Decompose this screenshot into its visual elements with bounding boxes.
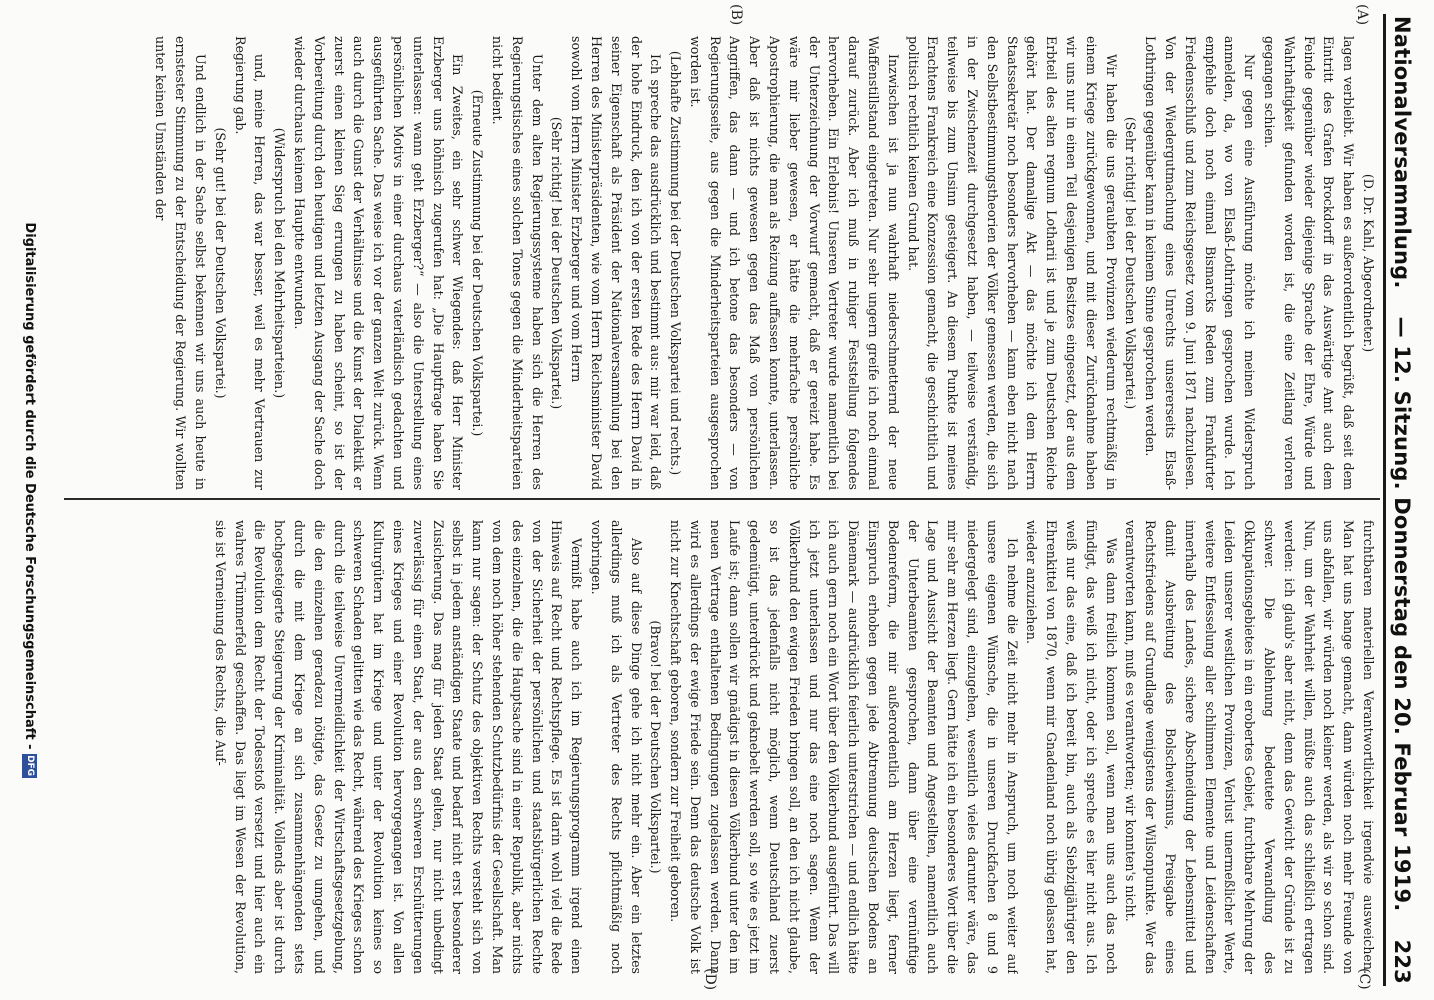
paragraph: Ich nehme die Zeit nicht mehr in Anspruch, um noch weiter auf unsere eigenen Wünsche, die in unseren Druckfachen 8 und 9 niedergelegt sind, einzugehen, wesentlich vieles darunter wäre, das mir sehr am Herzen liegt. Gern hätte ich ein besonderes Wort über die Lage und Aussicht der Beamten und Angestellten, namentlich auch der Unterbeamten gesprochen, dann über eine vernünftige Bodenreform, die mir außerordentlich am Herzen liegt, ferner Einspruch erhoben gegen jede Abtrennung deutschen Bodens an Dänemark — ausdrücklich feierlich unterstrichen — und endlich hätte ich auch gern noch ein Wort über den Völkerbund ausgeführt. Das will ich jetzt unterlassen und nur das eine noch sagen. Wenn der Völkerbund den ewigen Frieden bringen soll, an den ich nicht glaube, so ist das jedenfalls nicht möglich, wenn Deutschland zuerst gedemütigt, unterdrückt und geknebelt werden soll, so wie es jetzt im Laufe ist; dann sollen wir gnädigst in diesen Völkerbund unter den im neuen Vertrage enthaltenen Bedingungen zugelassen werden. Dann wird es allerdings der ewige Friede sein. Denn das deutsche Volk ist nicht zur Knechtschaft geboren, sondern zur Freiheit geboren. xyxy=(668,520,1020,974)
paragraph: (Sehr richtig! bei der Deutschen Volkspartei.) xyxy=(549,116,565,410)
paragraph: Ich spreche das ausdrücklich und bestimmt aus: mir war leid, daß der hohe Eindruck, den ich von der ersten Rede des Herrn David in seiner Eigenschaft als Präsident der Nationalversammlung bei den Herren des Ministerpräsidenten, wie vom Herrn Reichsminister David sowohl vom Herrn Minister Erzberger und vom Herrn xyxy=(569,36,664,490)
right-column xyxy=(66,520,1378,974)
left-column xyxy=(66,36,1378,490)
margin-marker-c: (C) xyxy=(1356,968,1372,990)
paragraph: Nur gegen eine Ausführung möchte ich meinen Widerspruch anmelden, da, wo von Elsaß-Lothringen gesprochen wurde. Ich empfehle doch noch einmal Bismarcks Reden zum Frankfurter Friedensschluß und zum Reichsgesetz vom 9. Juni 1871 nachzulesen. Von der Wiedergutmachung eines Unrechts unsererseits Elsaß-Lothringen gegenüber kann in keinem Sinne gesprochen werden. xyxy=(1143,36,1258,490)
paragraph: (Erneute Zustimmung bei der Deutschen Volkspartei.) xyxy=(470,89,486,437)
paragraph: (Sehr richtig! bei der Deutschen Volkspartei.) xyxy=(1123,116,1139,410)
margin-marker-a: (A) xyxy=(1354,4,1370,26)
paragraph: (Bravo! bei der Deutschen Volkspartei.) xyxy=(648,620,664,874)
paragraph: lagen verbleibt. Wir haben es außerordentlich begrüßt, daß seit dem Eintritt des Grafen Brockdorff in das Auswärtige Amt auch dem Feinde gegenüber wieder diejenige Sprache der Ehre, Würde und Wahrhaftigkeit gefunden worden ist, die eine Zeitlang verloren gegangen schien. xyxy=(1262,36,1357,490)
column-divider xyxy=(64,498,1380,500)
dfg-logo: DFG xyxy=(23,754,38,778)
header-title: Nationalversammlung. xyxy=(1390,16,1414,289)
paragraph: furchtbaren materiellen Verantwortlichkeit irgendwie ausweichen. Man hat uns bange gemacht, dann würden noch mehr Freunde von uns abfallen, wir würden noch kleiner werden, als wir so schon sind. Nun, um der Wahrheit willen, müßte auch das schließlich ertragen werden: ich glaub's aber nicht, denn das Gewicht der Gründe ist zu schwer. Die Ablehnung bedeutete Verwandlung des Okkupationsgebietes in ein erobertes Gebiet, furchtbare Mehrung der Leiden unserer westlichen Provinzen, Verlust unermeßlicher Werte, weitere Entfesselung aller schlimmen Elemente und Leidenschaften innerhalb des Landes, sichere Abschneidung der Lebensmittel und damit Ausbreitung des Bolschewismus, Preisgabe eines Rechtsfriedens auf Grundlage wenigstens der Wilsonpunkte. Wer das verantworten kann, muß es verantworten; wir konnten's nicht. xyxy=(1123,520,1376,974)
paragraph: (D. Dr. Kahl, Abgeordneter.) xyxy=(1361,173,1376,353)
header-session-date: — 12. Sitzung. Donnerstag den 20. Februar 1919. xyxy=(1390,316,1414,912)
paragraph: Was dann freilich kommen soll, wenn man uns auch das noch fündigt, das weiß ich nicht, oder ich spreche es hier nicht aus. Ich weiß nur das eine, daß ich bereit bin, auch als Siebzigjähriger den Ehrenkittel von 1870, wenn mir Gnadenland noch übrig gelassen hat, wieder anzuziehen. xyxy=(1024,520,1119,974)
header-rule xyxy=(1383,14,1386,986)
paragraph: Inzwischen ist ja nun wahrhaft niederschmetternd der neue Waffenstillstand eingetreten. Nur sehr ungern greife ich noch einmal darauf zurück. Aber ich muß in ruhiger Feststellung folgendes hervorheben. Ein Erlebnis! Unseren Vertreter wurde namentlich bei der Unterzeichnung der Vorwurf gemacht, daß er gereizt habe. Es wäre mir lieber gewesen, er hätte die mehrfache persönliche Apostrophierung, die man als Reizung auffassen konnte, unterlassen. Aber daß ist nichts gewesen gegen das Maß von persönlichen Angriffen, das dann — und ich betone das besonders — von Regierungsseite, aus gegen die Minderheitsparteien ausgesprochen worden ist. xyxy=(687,36,901,490)
paragraph: (Widerspruch bei den Mehrheitsparteien.) xyxy=(272,127,288,399)
paragraph: (Lebhafte Zustimmung bei der Deutschen Volkspartei und rechts.) xyxy=(668,50,684,476)
page-header xyxy=(1388,16,1416,984)
paragraph: Vermißt habe auch ich im Regierungsprogramm irgend einen Hinweis auf Recht und Rechtspflege. Es ist darin wohl viel die Rede von der Sicherheit der persönlichen und staatsbürgerlichen Rechte des einzelnen, die die Hauptsache sind in einer Republik, aber nichts von dem noch höher stehenden Schutzbedürfnis der Gesellschaft. Man kann nur sagen: der Schutz des objektiven Rechts versteht sich von selbst in jedem anständigen Staate und bedarf nicht erst besonderer Zusicherung. Das mag für jeden Staat gelten, nur nicht unbedingt zuverlässig für einen Staat, der aus den schweren Erschütterungen eines Krieges und einer Revolution hervorgegangen ist. Von allen Kulturgütern hat im Kriege und unter der Revolution keines so schweren Schaden gelitten wie das Recht, während des Krieges schon durch die teilweise Unvermeidlichkeit der Wirtschaftsgesetzgebung, die den einzelnen geradezu nötigte, das Gesetz zu umgehen, und durch die mit dem Kriege an sich zusammenhängenden stets hochgesteigerte Steigerung der Kriminalität. Vollends aber ist durch die Revolution dem Recht der Todesstoß versetzt und hier auch ein wahres Trümmerfeld geschaffen. Das liegt im Wesen der Revolution, sie ist Verneinung des Rechts, die Auf- xyxy=(212,520,585,974)
paragraph: Ein Zweites, ein sehr schwer Wiegendes: daß Herr Minister Erzberger uns höhnisch zugerufen hat: „Die Hauptfrage haben Sie unterlassen: wann geht Erzberger?“ — also die Unterstellung eines persönlichen Motivs in einer durchaus vaterländisch gedachten und ausgeführten Sache. Das weise ich vor der ganzen Welt zurück. Wenn auch durch die Gunst der Verhältnisse und die Kunst der Dialektik er zuerst einen kleinen Sieg errungen zu haben scheint, so ist der Vorbereitung durch den heutigen und letzten Ausgang der Sache doch wieder durchaus keinem Hauptte entwunden. xyxy=(291,36,466,490)
digitization-credit xyxy=(12,0,48,1000)
paragraph: Unter dem alten Regierungssysteme haben sich die Herren des Regierungstisches eines solchen Tones gegen die Minderheitsparteien nicht bedient. xyxy=(489,36,545,490)
credit-text: Digitalisierung gefördert durch die Deutsche Forschungsgemeinschaft - xyxy=(22,222,38,750)
margin-marker-d: (D) xyxy=(702,968,718,991)
paragraph: und, meine Herren, das war besser, weil es mehr Vertrauen zur Regierung gab. xyxy=(232,36,268,490)
paragraph: Und endlich in der Sache selbst bekennen wir uns auch heute in ernstester Stimmung zu der Entscheidung der Regierung. Wir wollten unter keinen Umständen der xyxy=(153,36,208,490)
paragraph: Also auf diese Dinge gehe ich nicht mehr ein. Aber ein letztes allerdings muß ich als Vertreter des Rechts pflichtmäßig noch vorbringen. xyxy=(588,520,644,974)
paragraph: Wir haben die uns geraubten Provinzen wiederum rechtmäßig in einem Kriege zurückgewonnen, und mit dieser Zurücknahme haben wir uns nur in einen Teil desjenigen Besitzes eingesetzt, der aus dem Erbteil des alten regnum Lotharii ist und je zum Deutschen Reiche gehört hat. Der damalige Akt — das möchte ich dem Herrn Staatssekretär noch besonders hervorheben — kann eben nicht nach den Selbstbestimmungstheorien der Völker gemessen werden, die sich in der Zwischenzeit durchgesetzt haben, — teilweise verständig, teilweise bis zum Unsinn gesteigert. An diesem Punkte ist meines Erachtens Frankreich eine Konzession gemacht, die geschichtlich und politisch rechtlich keinen Grund hat. xyxy=(905,36,1119,490)
page-number: 223 xyxy=(1390,939,1414,984)
paragraph: (Sehr gut! bei der Deutschen Volkspartei.) xyxy=(212,127,228,399)
margin-marker-b: (B) xyxy=(728,4,744,26)
